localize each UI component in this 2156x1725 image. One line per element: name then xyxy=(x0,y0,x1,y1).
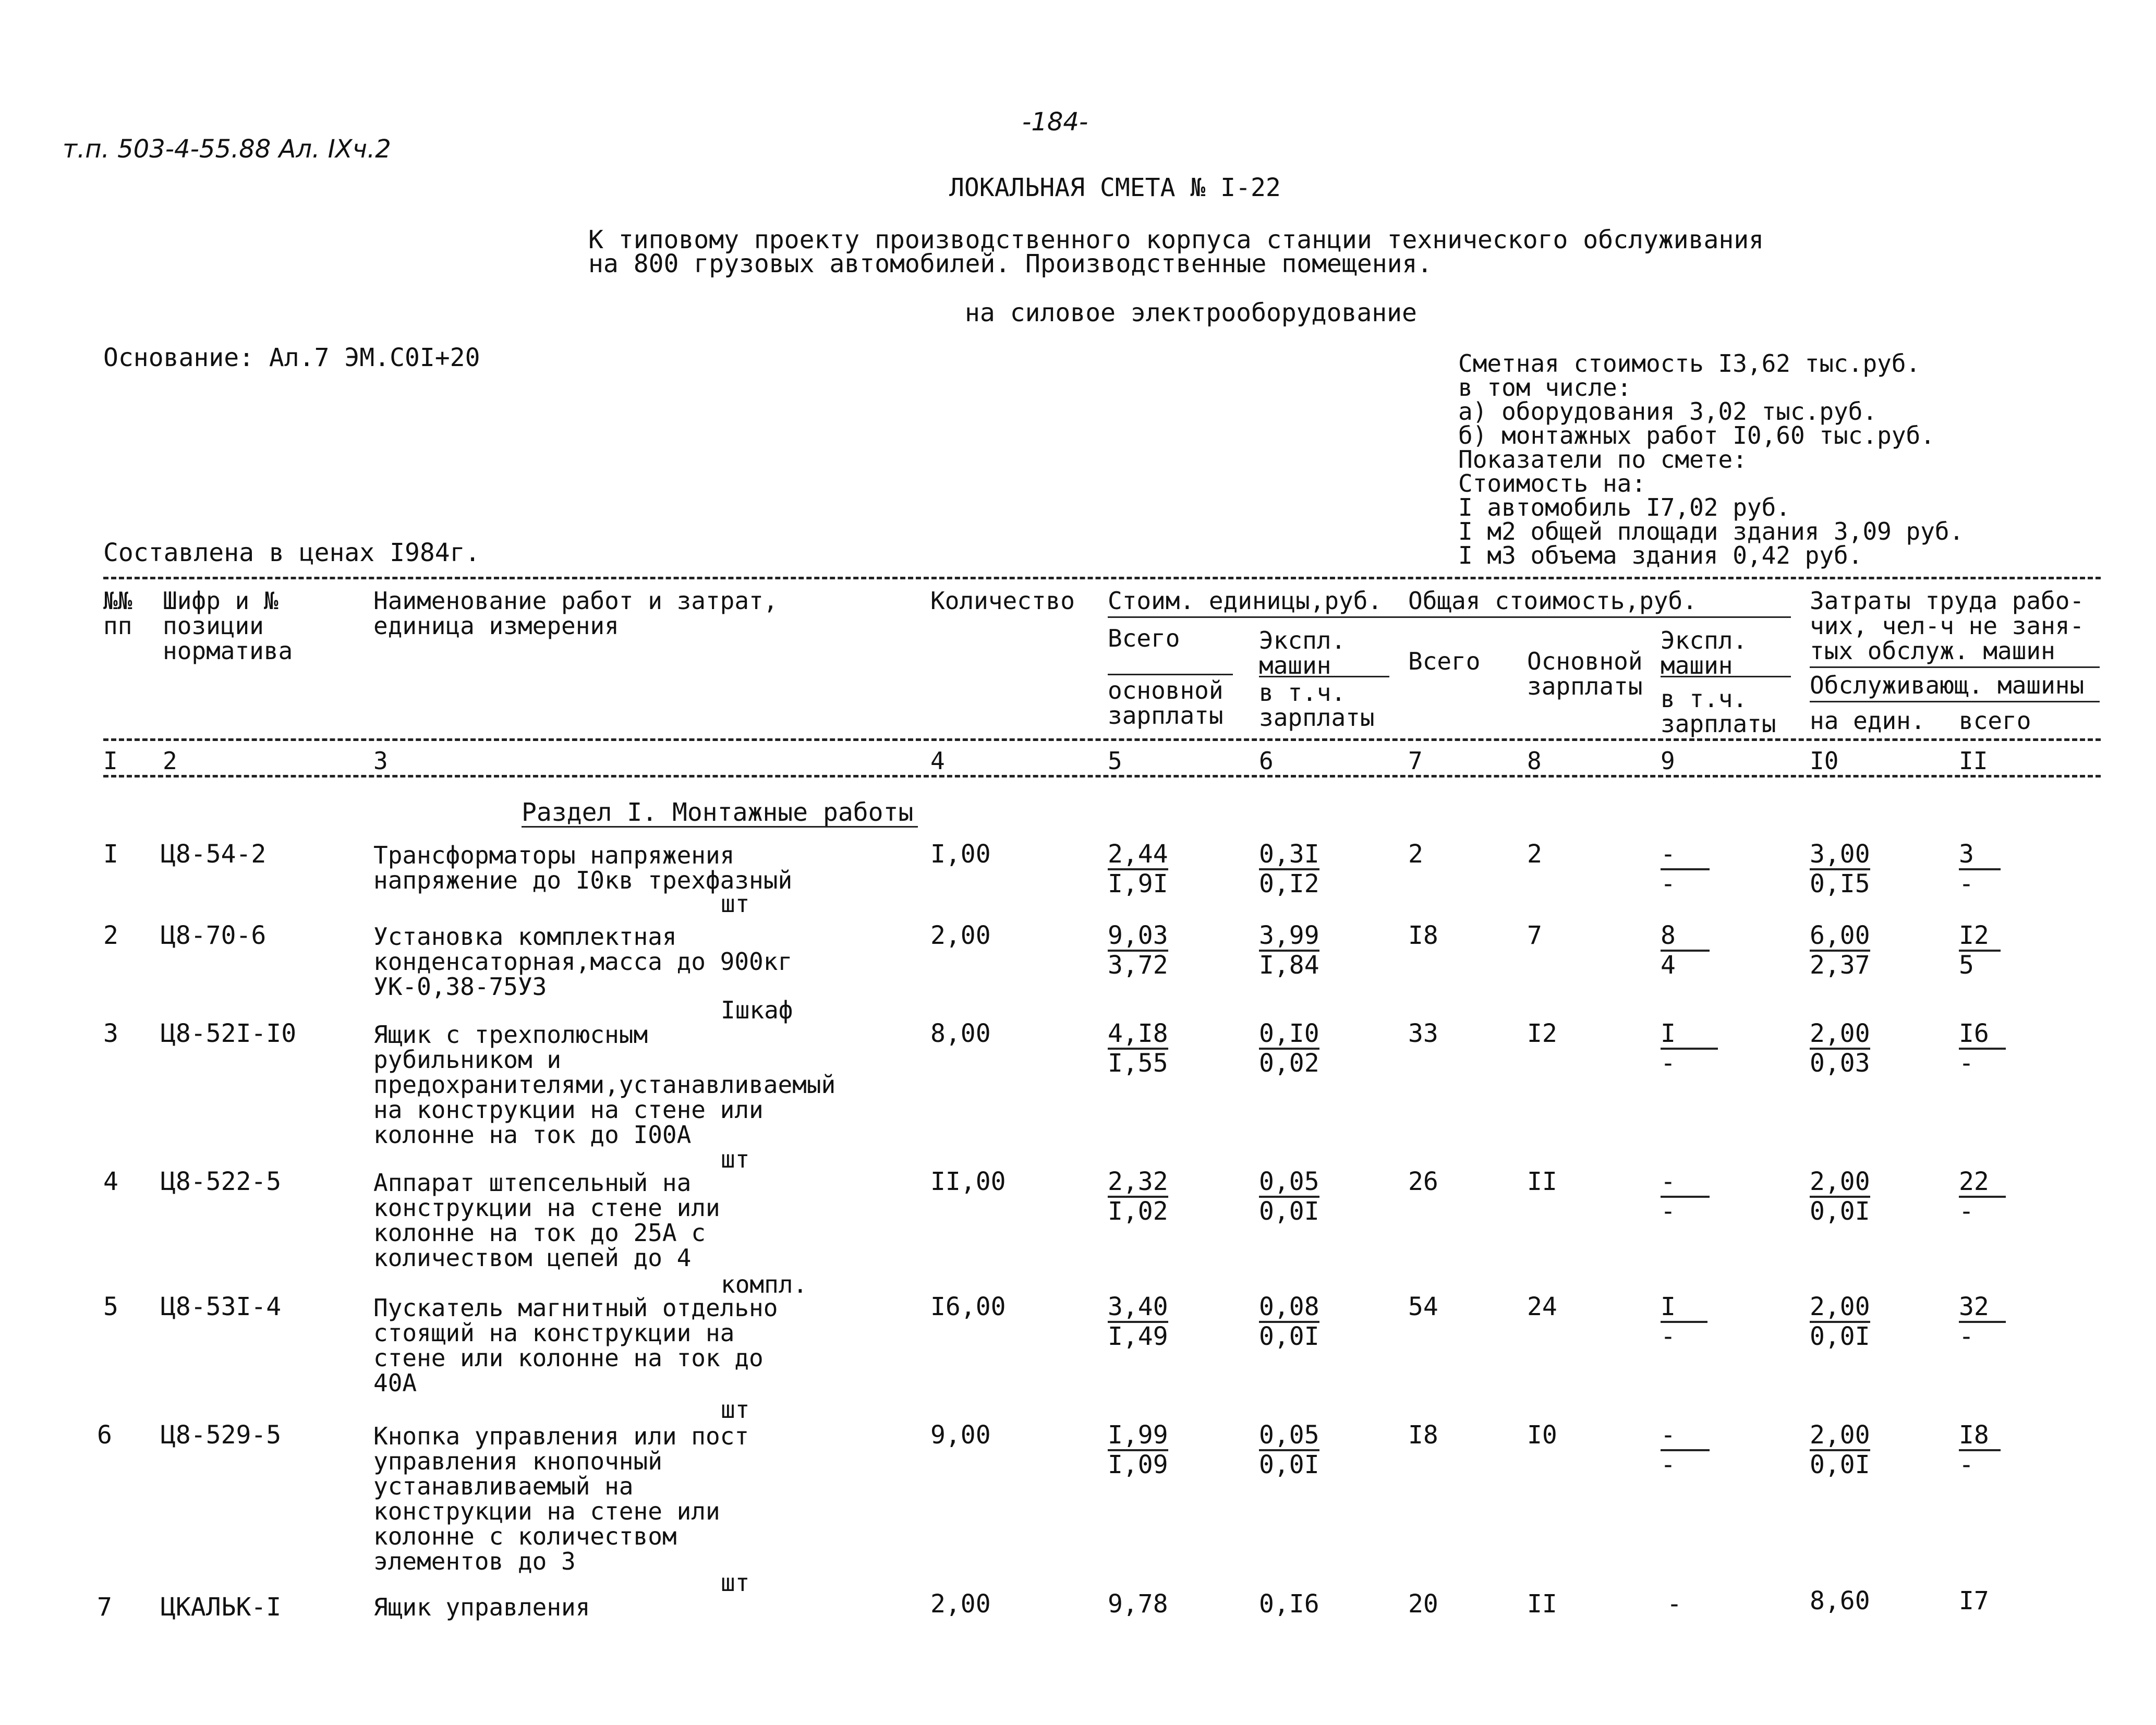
labor-unit: 2,00 xyxy=(1810,1168,1870,1198)
row-number: 5 xyxy=(103,1292,118,1321)
row-code: Ц8-54-2 xyxy=(161,840,267,869)
row-quantity: 9,00 xyxy=(930,1420,991,1450)
row-unit: шт xyxy=(721,1395,750,1424)
total-wages: II xyxy=(1527,1589,1557,1619)
column-number: II xyxy=(1959,747,1988,775)
total-machine: - xyxy=(1661,1422,1710,1451)
row-unit: шт xyxy=(721,1145,750,1173)
header-number: №№ пп xyxy=(103,587,132,640)
unit-cost-wages: I,49 xyxy=(1108,1322,1168,1351)
summary-line: Стоимость на: xyxy=(1458,469,1646,497)
unit-cost-wages: I,9I xyxy=(1108,869,1168,898)
machine-cost: 0,3I xyxy=(1259,841,1319,870)
row-unit: шт xyxy=(721,1569,750,1597)
machine-cost: 0,05 xyxy=(1259,1168,1319,1198)
divider xyxy=(1810,701,2100,702)
total-machine: 8 xyxy=(1661,922,1710,952)
row-quantity: I6,00 xyxy=(930,1292,1006,1321)
labor-total-machine: - xyxy=(1959,1049,1974,1078)
row-code: Ц8-53I-4 xyxy=(161,1292,282,1321)
labor-unit: 2,00 xyxy=(1810,1020,1870,1050)
machine-wages: I,84 xyxy=(1259,951,1319,980)
labor-total: I6 xyxy=(1959,1020,2006,1050)
unit-cost-wages: 3,72 xyxy=(1108,951,1168,980)
estimate-subject: на силовое электрооборудование xyxy=(965,298,1417,327)
divider xyxy=(103,775,2101,778)
row-number: 2 xyxy=(103,921,118,950)
total-machine: - xyxy=(1661,841,1710,870)
total-wages: I0 xyxy=(1527,1420,1557,1450)
unit-cost-total: I,99 xyxy=(1108,1422,1168,1451)
unit-cost-total: 9,03 xyxy=(1108,922,1168,952)
labor-total-fraction xyxy=(1959,841,2001,897)
row-number: 3 xyxy=(103,1019,118,1048)
total-machine-fraction xyxy=(1661,1020,1718,1077)
total-machine: - xyxy=(1661,1168,1710,1198)
machine-cost-fraction xyxy=(1259,1293,1319,1350)
labor-unit-fraction xyxy=(1810,1168,1870,1225)
row-code: Ц8-70-6 xyxy=(161,921,267,950)
labor-unit-machine: 0,0I xyxy=(1810,1322,1870,1351)
column-number: 6 xyxy=(1259,747,1274,775)
labor-unit-fraction xyxy=(1810,922,1870,979)
total-machine-wages: - xyxy=(1661,1049,1676,1078)
header-code: Шифр и № позиции норматива xyxy=(163,587,293,665)
labor-total-machine: - xyxy=(1959,1197,1974,1226)
machine-wages: 0,0I xyxy=(1259,1450,1319,1479)
labor-total-fraction xyxy=(1959,1293,2006,1350)
row-number: I xyxy=(103,840,118,869)
summary-line: в том числе: xyxy=(1458,373,1632,402)
labor-unit: 6,00 xyxy=(1810,922,1870,952)
total-machine-fraction xyxy=(1661,1422,1710,1478)
unit-cost-total: 3,40 xyxy=(1108,1293,1168,1323)
unit-cost-fraction xyxy=(1108,1422,1168,1478)
divider xyxy=(1108,616,1791,618)
total-machine-wages: - xyxy=(1661,1322,1676,1351)
unit-cost-total: 2,44 xyxy=(1108,841,1168,870)
labor-unit-machine: 2,37 xyxy=(1810,951,1870,980)
total-wages: 7 xyxy=(1527,921,1542,950)
total-cost: I8 xyxy=(1408,921,1438,950)
unit-cost-fraction xyxy=(1108,1168,1168,1225)
unit-cost-fraction xyxy=(1108,922,1168,979)
subtitle-line-2: на 800 грузовых автомобилей. Производственные помещения. xyxy=(588,249,1433,278)
row-code: Ц8-529-5 xyxy=(161,1420,282,1450)
summary-line: Сметная стоимость I3,62 тыс.руб. xyxy=(1458,349,1921,378)
labor-total: 3 xyxy=(1959,841,2001,870)
labor-total-fraction xyxy=(1959,1168,2006,1225)
total-machine-wages: 4 xyxy=(1661,951,1676,980)
machine-cost-fraction xyxy=(1259,841,1319,897)
total-wages: I2 xyxy=(1527,1019,1557,1048)
unit-cost-total: 4,I8 xyxy=(1108,1020,1168,1050)
divider xyxy=(522,826,918,828)
column-number: 9 xyxy=(1661,747,1675,775)
divider xyxy=(1810,666,2100,668)
unit-cost-total: 9,78 xyxy=(1108,1589,1168,1619)
row-unit: компл. xyxy=(721,1270,808,1298)
page-number: -184- xyxy=(1022,107,1088,137)
labor-total-machine: 5 xyxy=(1959,951,1974,980)
total-cost: 54 xyxy=(1408,1292,1438,1321)
machine-wages: 0,0I xyxy=(1259,1322,1319,1351)
divider xyxy=(103,738,2101,741)
row-name: Аппарат штепсельный на конструкции на стене или колонне на ток до 25А с количеством цепей до 4 xyxy=(373,1169,720,1272)
row-name: Установка комплектная конденсаторная,масса до 900кг УК-0,38-75У3 xyxy=(373,922,793,1001)
labor-total: 32 xyxy=(1959,1293,2006,1323)
column-number: 2 xyxy=(163,747,177,775)
divider xyxy=(1661,676,1791,677)
unit-cost-wages: I,02 xyxy=(1108,1197,1168,1226)
machine-cost: 0,I0 xyxy=(1259,1020,1319,1050)
total-cost: 33 xyxy=(1408,1019,1438,1048)
header-quantity: Количество xyxy=(930,587,1075,615)
total-wages: 24 xyxy=(1527,1292,1557,1321)
margin-note: т.п. 503-4-55.88 Ал. IXч.2 xyxy=(63,135,391,164)
machine-cost-fraction xyxy=(1259,1422,1319,1478)
row-unit: Iшкаф xyxy=(721,996,793,1024)
total-machine: I xyxy=(1661,1293,1707,1323)
total-machine-wages: - xyxy=(1661,1197,1676,1226)
unit-cost-fraction xyxy=(1108,1293,1168,1350)
total-machine: I xyxy=(1661,1020,1718,1050)
row-code: ЦКАЛЬК-I xyxy=(161,1593,282,1622)
column-number: 7 xyxy=(1408,747,1423,775)
unit-cost-wages: I,55 xyxy=(1108,1049,1168,1078)
column-number: I0 xyxy=(1810,747,1839,775)
labor-unit-fraction xyxy=(1810,841,1870,897)
unit-cost-wages: I,09 xyxy=(1108,1450,1168,1479)
total-machine-wages: - xyxy=(1661,1450,1676,1479)
total-cost: 20 xyxy=(1408,1589,1438,1619)
row-code: Ц8-522-5 xyxy=(161,1167,282,1196)
header-servicing: Обслуживающ. машины xyxy=(1810,671,2085,699)
total-cost: I8 xyxy=(1408,1420,1438,1450)
labor-unit-fraction xyxy=(1810,1422,1870,1478)
total-machine-fraction xyxy=(1661,922,1710,979)
total-wages: II xyxy=(1527,1167,1557,1196)
header-per-unit: на един. xyxy=(1810,707,1925,735)
machine-cost-fraction xyxy=(1259,1020,1319,1077)
labor-unit: 2,00 xyxy=(1810,1422,1870,1451)
labor-unit-machine: 0,I5 xyxy=(1810,869,1870,898)
row-quantity: I,00 xyxy=(930,840,991,869)
labor-total: 22 xyxy=(1959,1168,2006,1198)
summary-line: б) монтажных работ I0,60 тыс.руб. xyxy=(1458,421,1935,450)
row-unit: шт xyxy=(721,890,750,918)
summary-line: Показатели по смете: xyxy=(1458,445,1747,473)
total-machine: - xyxy=(1667,1589,1682,1619)
row-quantity: II,00 xyxy=(930,1167,1006,1196)
labor-total: I2 xyxy=(1959,922,2001,952)
row-name: Пускатель магнитный отдельно стоящий на конструкции на стене или колонне на ток до 40А xyxy=(373,1294,778,1397)
header-basic-wages-total: Основной зарплаты xyxy=(1527,647,1643,700)
summary-line: а) оборудования 3,02 тыс.руб. xyxy=(1458,397,1878,426)
section-title: Раздел I. Монтажные работы xyxy=(522,798,914,827)
total-wages: 2 xyxy=(1527,840,1542,869)
labor-unit-machine: 0,0I xyxy=(1810,1197,1870,1226)
labor-total-machine: - xyxy=(1959,1450,1974,1479)
labor-total: I7 xyxy=(1959,1586,1989,1615)
row-number: 7 xyxy=(97,1593,112,1622)
total-machine-fraction xyxy=(1661,1168,1710,1225)
row-quantity: 2,00 xyxy=(930,921,991,950)
column-number: 4 xyxy=(930,747,945,775)
labor-total: I8 xyxy=(1959,1422,2001,1451)
header-total-all: всего xyxy=(1959,707,2031,735)
row-code: Ц8-52I-I0 xyxy=(161,1019,297,1048)
header-incl-wages-total: в т.ч. зарплаты xyxy=(1661,685,1776,738)
header-name: Наименование работ и затрат, единица измерения xyxy=(373,587,778,640)
row-name: Кнопка управления или пост управления кнопочный устанавливаемый на конструкции на стене или колонне с количеством элементов до 3 xyxy=(373,1422,749,1575)
machine-cost: 3,99 xyxy=(1259,922,1319,952)
labor-total-machine: - xyxy=(1959,869,1974,898)
labor-unit-machine: 0,0I xyxy=(1810,1450,1870,1479)
header-total: Всего xyxy=(1408,647,1481,675)
row-name: Ящик управления xyxy=(373,1593,590,1621)
machine-cost: 0,I6 xyxy=(1259,1589,1319,1619)
labor-unit-fraction xyxy=(1810,1293,1870,1350)
header-labor: Затраты труда рабо- чих, чел-ч не заня- тых обслуж. машин xyxy=(1810,587,2085,665)
column-number: 5 xyxy=(1108,747,1122,775)
labor-unit: 3,00 xyxy=(1810,841,1870,870)
row-name: Ящик с трехполюсным рубильником и предохранителями,устанавливаемый на конструкции на стене или колонне на ток до I00А xyxy=(373,1021,836,1149)
header-total-cost: Общая стоимость,руб. xyxy=(1408,587,1697,615)
header-incl-wages: в т.ч. зарплаты xyxy=(1259,678,1375,732)
labor-unit-fraction xyxy=(1810,1020,1870,1077)
labor-unit-machine: 0,03 xyxy=(1810,1049,1870,1078)
header-all: Всего xyxy=(1108,624,1180,652)
row-quantity: 2,00 xyxy=(930,1589,991,1619)
column-number: 3 xyxy=(373,747,388,775)
summary-line: I автомобиль I7,02 руб. xyxy=(1458,493,1790,521)
labor-total-fraction xyxy=(1959,922,2001,979)
machine-cost: 0,08 xyxy=(1259,1293,1319,1323)
machine-cost-fraction xyxy=(1259,1168,1319,1225)
labor-unit: 8,60 xyxy=(1810,1586,1870,1615)
column-number: 8 xyxy=(1527,747,1542,775)
header-machine-op: Экспл. машин xyxy=(1259,626,1346,679)
header-machine-op-total: Экспл. машин xyxy=(1661,626,1748,679)
divider xyxy=(1259,676,1389,677)
row-quantity: 8,00 xyxy=(930,1019,991,1048)
labor-total-fraction xyxy=(1959,1422,2001,1478)
unit-cost-total: 2,32 xyxy=(1108,1168,1168,1198)
unit-cost-fraction xyxy=(1108,1020,1168,1077)
document-title: ЛОКАЛЬНАЯ СМЕТА № I-22 xyxy=(949,173,1281,202)
prices-line: Составлена в ценах I984г. xyxy=(103,538,480,567)
row-number: 6 xyxy=(97,1420,112,1450)
unit-cost-fraction xyxy=(1108,841,1168,897)
total-machine-fraction xyxy=(1661,1293,1707,1350)
row-number: 4 xyxy=(103,1167,118,1196)
total-machine-fraction xyxy=(1661,841,1710,897)
column-number: I xyxy=(103,747,118,775)
total-cost: 2 xyxy=(1408,840,1423,869)
divider xyxy=(103,577,2101,579)
labor-total-machine: - xyxy=(1959,1322,1974,1351)
machine-wages: 0,02 xyxy=(1259,1049,1319,1078)
subtitle-line-1: К типовому проекту производственного корпуса станции технического обслуживания xyxy=(588,225,1764,254)
header-unit-cost: Стоим. единицы,руб. xyxy=(1108,587,1383,615)
labor-unit: 2,00 xyxy=(1810,1293,1870,1323)
machine-wages: 0,I2 xyxy=(1259,869,1319,898)
labor-total-fraction xyxy=(1959,1020,2006,1077)
header-basic-wages: основной зарплаты xyxy=(1108,676,1224,730)
machine-cost-fraction xyxy=(1259,922,1319,979)
summary-line: I м2 общей площади здания 3,09 руб. xyxy=(1458,517,1964,545)
total-machine-wages: - xyxy=(1661,869,1676,898)
total-cost: 26 xyxy=(1408,1167,1438,1196)
divider xyxy=(1108,674,1233,675)
basis-line: Основание: Ал.7 ЭМ.С0I+20 xyxy=(103,343,480,372)
machine-cost: 0,05 xyxy=(1259,1422,1319,1451)
summary-line: I м3 объема здания 0,42 руб. xyxy=(1458,541,1863,569)
machine-wages: 0,0I xyxy=(1259,1197,1319,1226)
row-name: Трансформаторы напряжения напряжение до I0кв трехфазный xyxy=(373,841,793,894)
